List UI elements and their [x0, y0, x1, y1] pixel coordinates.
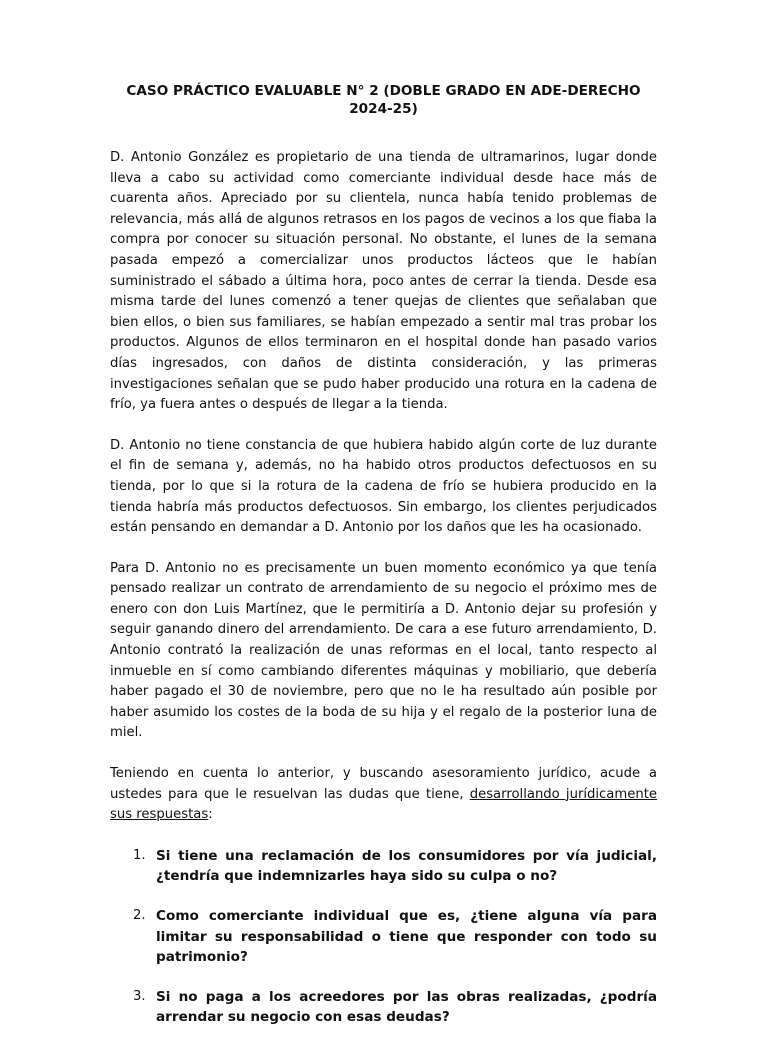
- question-text: Como comerciante individual que es, ¿tiene alguna vía para limitar su responsabilidad o tiene que responder con todo su patrimonio?: [156, 908, 657, 966]
- question-number: 2.: [133, 908, 146, 923]
- questions-list: [110, 846, 657, 1028]
- question-text: Si no paga a los acreedores por las obras realizadas, ¿podría arrendar su negocio con esas deudas?: [156, 988, 657, 1026]
- paragraph-power-outage: D. Antonio no tiene constancia de que hubiera habido algún corte de luz durante el fin de semana y, además, no ha habido otros productos defectuosos en su tienda, por lo que si la rotura de la cadena de frío se hubiera producido en la tienda habría más productos defectuosos. Sin embargo, los clientes perjudicados están pensando en demandar a D. Antonio por los daños que les ha ocasionado.: [110, 437, 657, 536]
- request-colon: :: [208, 807, 213, 823]
- request-underlined-text: desarrollando jurídicamente sus respuestas: [110, 786, 657, 823]
- question-text: Si tiene una reclamación de los consumidores por vía judicial, ¿tendría que indemnizarles haya sido su culpa o no?: [156, 847, 657, 885]
- paragraph-lease-plans: Para D. Antonio no es precisamente un buen momento económico ya que tenía pensado realizar un contrato de arrendamiento de su negocio el próximo mes de enero con don Luis Martínez, que le permitiría a D. Antonio dejar su profesión y seguir ganando dinero del arrendamiento. De cara a ese futuro arrendamiento, D. Antonio contrató la realización de unas reformas en el local, tanto respecto al inmueble en sí como cambiando diferentes máquinas y mobiliario, que debería haber pagado el 30 de noviembre, pero que no le ha resultado aún posible por haber asumido los costes de la boda de su hija y el regalo de la posterior luna de miel.: [110, 560, 657, 741]
- request-text: Teniendo en cuenta lo anterior, y buscando asesoramiento jurídico, acude a ustedes para que le resuelvan las dudas que tiene,: [110, 766, 657, 802]
- paragraph-case-facts: D. Antonio González es propietario de una tienda de ultramarinos, lugar donde lleva a cabo su actividad como comerciante individual desde hace más de cuarenta años. Apreciado por su clientela, nunca había tenido problemas de relevancia, más allá de algunos retrasos en los pagos de vecinos a los que fiaba la compra por conocer su situación personal. No obstante, el lunes de la semana pasada empezó a comercializar unos productos lácteos que le habían suministrado el sábado a última hora, poco antes de cerrar la tienda. Desde esa misma tarde del lunes comenzó a tener quejas de clientes que señalaban que bien ellos, o bien sus familiares, se habían empezado a sentir mal tras probar los productos. Algunos de ellos terminaron en el hospital donde han pasado varios días ingresados, con daños de distinta consideración, y las primeras investigaciones señalan que se pudo haber producido una rotura en la cadena de frío, ya fuera antes o después de llegar a la tienda.: [110, 150, 657, 413]
- question-number: 3.: [133, 988, 146, 1004]
- question-number: 1.: [133, 847, 146, 863]
- question-item: [110, 987, 657, 1028]
- document-title: CASO PRÁCTICO EVALUABLE N° 2 (DOBLE GRADO EN ADE-DERECHO 2024-25): [126, 83, 641, 117]
- question-item: [110, 906, 657, 968]
- question-item: [110, 846, 657, 887]
- paragraph-request: [110, 764, 657, 826]
- document-page: [110, 82, 657, 1047]
